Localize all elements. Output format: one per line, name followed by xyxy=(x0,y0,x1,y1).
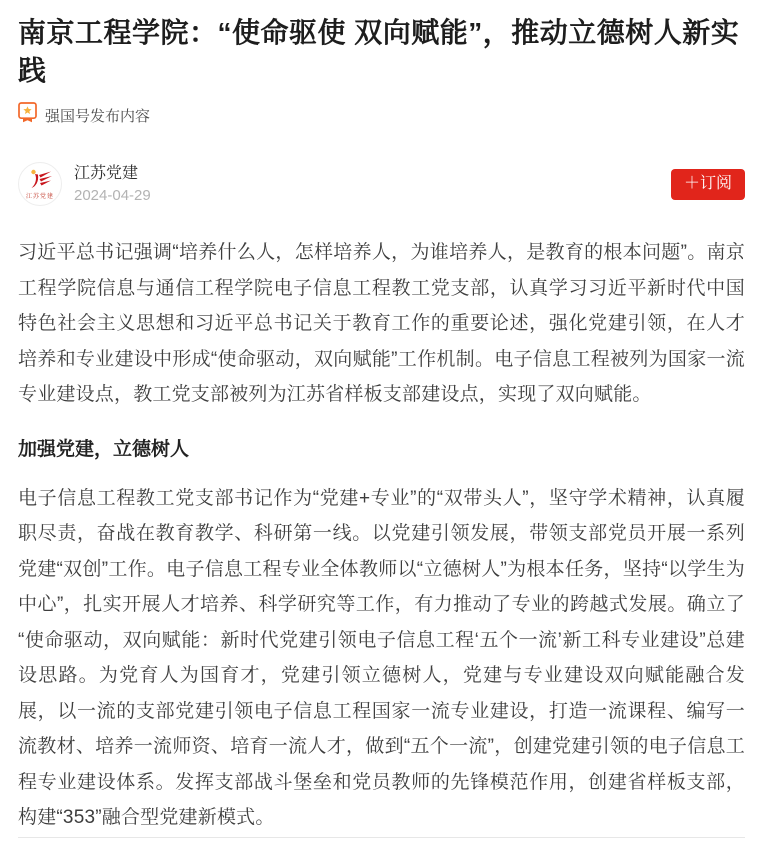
bottom-divider xyxy=(18,837,745,838)
publish-date: 2024-04-29 xyxy=(74,186,151,204)
medal-ribbon-icon xyxy=(18,102,37,128)
badge-label: 强国号发布内容 xyxy=(45,107,151,125)
article-paragraph-2: 电子信息工程教工党支部书记作为“党建+专业”的“双带头人”，坚守学术精神，认真履职尽责，奋战在教育教学、科研第一线。以党建引领发展，带领支部党员开展一系列党建“双创”工作。电子信息工程专业全体教师以“立德树人”为根本任务，坚持“以学生为中心”，扎实开展人才培养、科学研究等工作，有力推动了专业的跨越式发展。确立了“使命驱动，双向赋能：新时代党建引领电子信息工程‘五个一流’新工科专业建设”总建设思路。为党育人为国育才，党建引领立德树人，党建与专业建设双向赋能融合发展，以一流的支部党建引领电子信息工程国家一流专业建设，打造一流课程、编写一流教材、培养一流师资、培育一流人才，做到“五个一流”，创建党建引领的电子信息工程专业建设体系。发挥支部战斗堡垒和党员教师的先锋模范作用，创建省样板支部，构建“353”融合型党建新模式。 xyxy=(18,487,745,828)
publisher-row xyxy=(18,162,745,206)
section-heading: 加强党建，立德树人 xyxy=(18,438,190,460)
publisher-avatar[interactable] xyxy=(18,162,62,206)
article-body xyxy=(18,235,745,836)
article-paragraph-1: 习近平总书记强调“培养什么人，怎样培养人，为谁培养人，是教育的根本问题”。南京工程学院信息与通信工程学院电子信息工程教工党支部，认真学习习近平新时代中国特色社会主义思想和习近平总书记关于教育工作的重要论述，强化党建引领，在人才培养和专业建设中形成“使命驱动，双向赋能”工作机制。电子信息工程被列为国家一流专业建设点，教工党支部被列为江苏省样板支部建设点，实现了双向赋能。 xyxy=(18,242,745,405)
publisher-info xyxy=(74,164,151,205)
article-page xyxy=(0,14,763,838)
avatar-logo-icon xyxy=(25,168,55,194)
subscribe-button[interactable]: ＋订阅 xyxy=(671,169,745,200)
qiangguohao-badge xyxy=(18,102,745,128)
avatar-caption: 江苏党建 xyxy=(25,193,54,200)
page-title: 南京工程学院：“使命驱使 双向赋能”，推动立德树人新实践 xyxy=(18,17,740,86)
publisher-name[interactable]: 江苏党建 xyxy=(74,164,139,182)
